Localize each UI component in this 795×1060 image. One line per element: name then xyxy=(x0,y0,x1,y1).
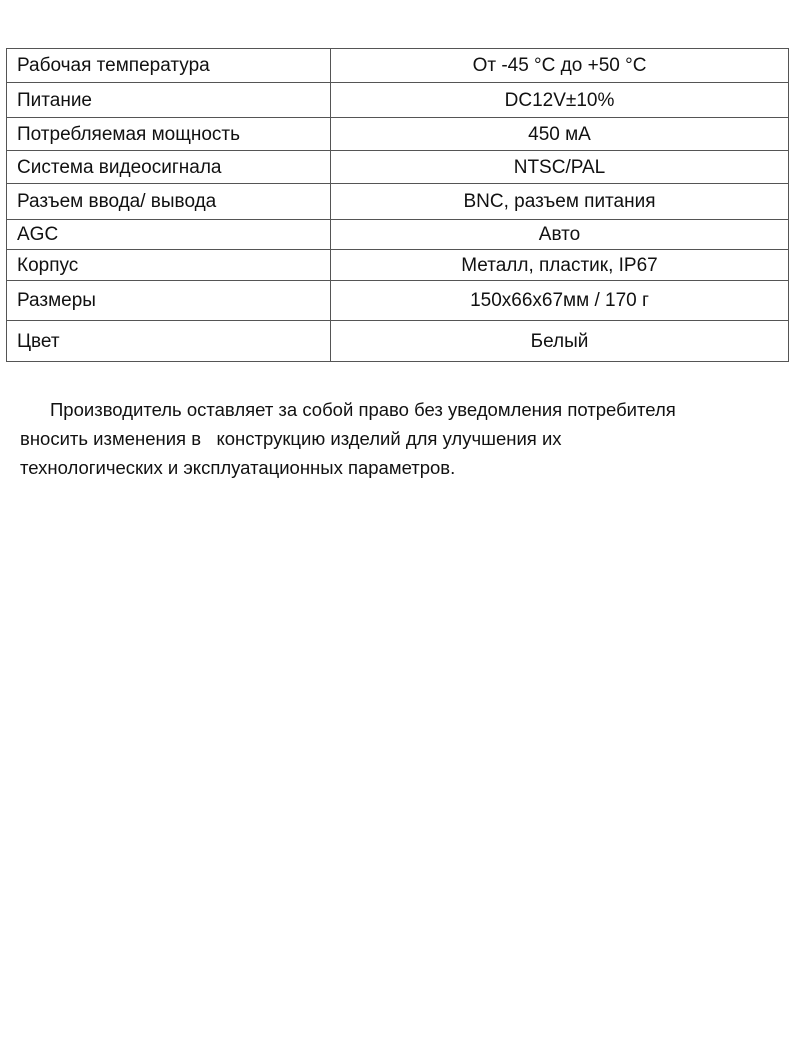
disclaimer-text: Производитель оставляет за собой право без уведомления потребителя xyxy=(50,399,676,420)
table-row xyxy=(7,118,789,151)
disclaimer-line: вносить изменения в конструкцию изделий для улучшения их xyxy=(20,428,562,449)
spec-value: От -45 °C до +50 °C xyxy=(331,49,789,83)
table-row xyxy=(7,281,789,321)
spec-value: 150х66х67мм / 170 г xyxy=(331,281,789,321)
spec-value: BNC, разъем питания xyxy=(331,184,789,220)
spec-label: Питание xyxy=(7,83,331,118)
table-row xyxy=(7,184,789,220)
spec-value: DC12V±10% xyxy=(331,83,789,118)
spec-label: Цвет xyxy=(7,321,331,362)
spec-label: Размеры xyxy=(7,281,331,321)
table-row xyxy=(7,151,789,184)
spec-value: Авто xyxy=(331,220,789,250)
spec-value: Белый xyxy=(331,321,789,362)
spec-label: Потребляемая мощность xyxy=(7,118,331,151)
table-row xyxy=(7,83,789,118)
table-row xyxy=(7,220,789,250)
spec-value: NTSC/PAL xyxy=(331,151,789,184)
spec-label: Разъем ввода/ вывода xyxy=(7,184,331,220)
specifications-table xyxy=(6,48,789,362)
table-row xyxy=(7,321,789,362)
spec-value: 450 мА xyxy=(331,118,789,151)
manufacturer-disclaimer xyxy=(20,395,780,482)
spec-value: Металл, пластик, IP67 xyxy=(331,250,789,281)
spec-label: Корпус xyxy=(7,250,331,281)
spec-label: Система видеосигнала xyxy=(7,151,331,184)
disclaimer-line: технологических и эксплуатационных параметров. xyxy=(20,457,456,478)
table-row xyxy=(7,250,789,281)
spec-label: Рабочая температура xyxy=(7,49,331,83)
table-row xyxy=(7,49,789,83)
disclaimer-line xyxy=(20,395,780,424)
spec-label: AGC xyxy=(7,220,331,250)
